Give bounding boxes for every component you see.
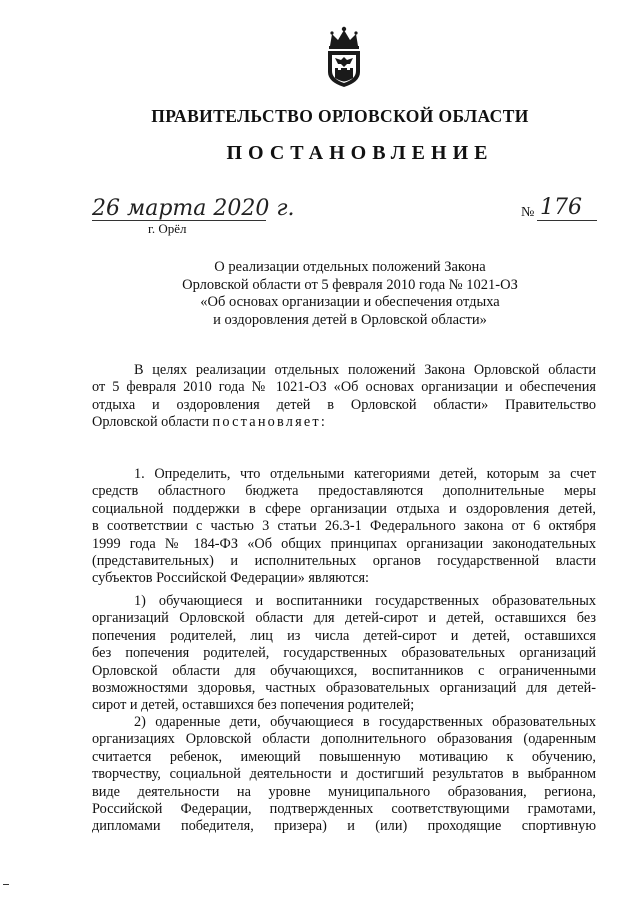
text-line: 1) обучающиеся и воспитанники государственных образовательных bbox=[134, 593, 596, 609]
number-underline bbox=[537, 220, 597, 221]
text-line: творчеству, социальной деятельности и достигший результатов в выбранном bbox=[92, 766, 596, 783]
text-line bbox=[92, 414, 596, 431]
subpoint-2-paragraph bbox=[92, 714, 596, 836]
text-line: отдыха и оздоровления детей в Орловской области» Правительство bbox=[92, 396, 596, 413]
coat-of-arms-icon bbox=[320, 24, 368, 88]
point-1-paragraph bbox=[92, 466, 596, 588]
government-title: ПРАВИТЕЛЬСТВО ОРЛОВСКОЙ ОБЛАСТИ bbox=[151, 106, 529, 126]
text-line: субъектов Российской Федерации» являются: bbox=[92, 570, 369, 587]
text-line: считается ребенок, имеющий повышенную мотивацию к обучению, bbox=[92, 748, 596, 765]
text-line: В целях реализации отдельных положений Закона Орловской области bbox=[134, 362, 596, 378]
subpoint-1-paragraph bbox=[92, 593, 596, 715]
text-line: 1999 года № 184-ФЗ «Об общих принципах организации законодательных bbox=[92, 535, 596, 552]
document-type: ПОСТАНОВЛЕНИЕ bbox=[226, 142, 494, 164]
subject-line: и оздоровления детей в Орловской области» bbox=[213, 311, 487, 328]
subject-line: О реализации отдельных положений Закона bbox=[214, 259, 486, 275]
subject-line: Орловской области от 5 февраля 2010 года № 1021-ОЗ bbox=[182, 276, 518, 293]
text-line: 1. Определить, что отдельными категориями детей, которым за счет bbox=[134, 466, 596, 482]
text-line: попечения родителей, лиц из числа детей-сирот и детей, оставшихся bbox=[92, 627, 596, 644]
text-line: виде деятельности на уровне муниципального образования, региона, bbox=[92, 783, 596, 800]
text-line: в соответствии с частью 3 статьи 26.3-1 Федерального закона от 6 октября bbox=[92, 518, 596, 535]
text-line: средств областного бюджета предоставляются дополнительные меры bbox=[92, 483, 596, 500]
text-line: дипломами победителя, призера) и (или) проходящие спортивную bbox=[92, 818, 596, 835]
text-line: без попечения родителей, государственных образовательных организаций bbox=[92, 645, 596, 662]
text-fragment: Орловской области bbox=[92, 414, 209, 431]
text-line: Орловской области для обучающихся, воспитанников с ограниченными bbox=[92, 662, 596, 679]
margin-mark bbox=[3, 884, 9, 885]
handwritten-date: 26 марта 2020 г. bbox=[92, 196, 295, 221]
text-line: социальной поддержки в сфере организации отдыха и оздоровления детей, bbox=[92, 500, 596, 517]
text-line: организаций Орловской области для детей-сирот и детей, оставшихся без bbox=[92, 610, 596, 627]
preamble-paragraph bbox=[92, 362, 596, 432]
handwritten-number: 176 bbox=[540, 195, 582, 220]
text-line: возможностями здоровья, частных образовательных организаций для детей- bbox=[92, 679, 596, 696]
subject-line: «Об основах организации и обеспечения отдыха bbox=[200, 294, 500, 311]
text-line: 2) одаренные дети, обучающиеся в государственных образовательных bbox=[134, 714, 596, 730]
text-line: от 5 февраля 2010 года № 1021-ОЗ «Об основах организации и обеспечения bbox=[92, 379, 596, 396]
decree-verb: постановляет: bbox=[212, 414, 328, 431]
city-label: г. Орёл bbox=[148, 221, 187, 236]
number-label: № bbox=[521, 205, 535, 220]
text-line: сирот и детей, оставшихся без попечения родителей; bbox=[92, 697, 415, 714]
text-line: организациях Орловской области дополнительного образования (одаренным bbox=[92, 731, 596, 748]
text-line: Российской Федерации, подтвержденных соответствующими грамотами, bbox=[92, 800, 596, 817]
text-line: (представительных) и исполнительных органов государственной власти bbox=[92, 552, 596, 569]
document-subject bbox=[150, 259, 550, 329]
